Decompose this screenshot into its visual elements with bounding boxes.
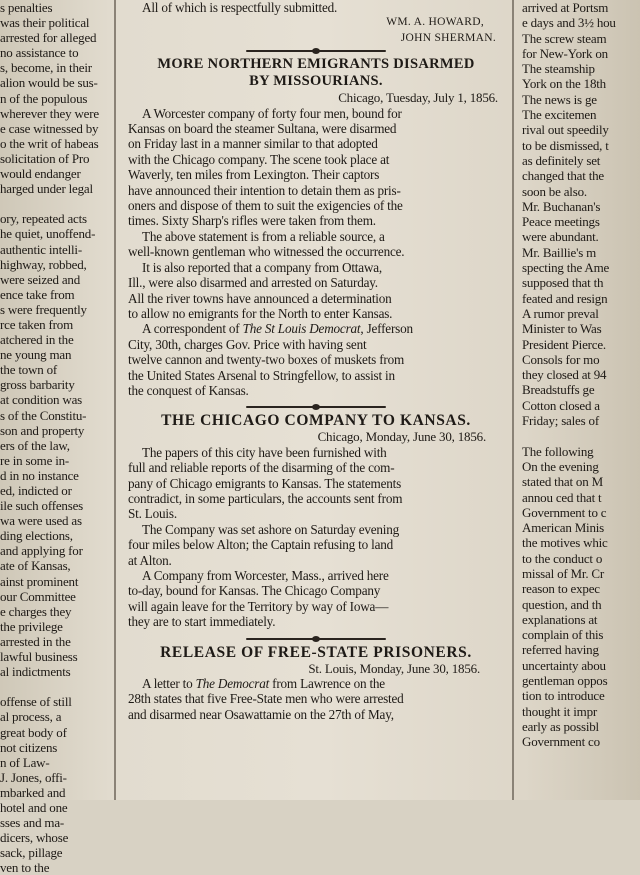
text-line: offense of still xyxy=(0,694,72,710)
text-line: gross barbarity xyxy=(0,377,75,393)
text-line: President Pierce. xyxy=(522,336,606,352)
text-line: ed, indicted or xyxy=(0,483,72,498)
text-line: at Alton. xyxy=(128,552,172,568)
text-line: al indictments xyxy=(0,664,71,680)
text-line: The screw steam xyxy=(522,30,607,46)
text-line: e case witnessed by xyxy=(0,120,99,136)
letter-origin: from Lawrence on the xyxy=(269,676,385,692)
text-line: Breadstuffs ge xyxy=(522,382,595,398)
text-line: authentic intelli- xyxy=(0,241,82,257)
text-line: thought it impr xyxy=(522,703,598,719)
text-line: ence take from xyxy=(0,286,75,302)
text-line: n of Law- xyxy=(0,754,50,770)
text-line: on Friday last in a manner similar to that adopted xyxy=(128,136,378,152)
correspondent-text: A correspondent of xyxy=(142,321,243,337)
text-line: the United States Arsenal to Stringfellow, to assist in xyxy=(128,367,395,383)
text-line: ers of the law, xyxy=(0,437,70,453)
text-line: reason to expec xyxy=(522,581,600,597)
paragraph-ottawa-company xyxy=(128,260,504,322)
center-column xyxy=(128,0,504,800)
text-line: Waverly, ten miles from Lexington. Their captors xyxy=(128,167,380,183)
text-line: re in some in- xyxy=(0,452,70,468)
article-divider xyxy=(128,46,504,56)
text-line: no assistance to xyxy=(0,45,79,61)
text-line: were abundant. xyxy=(522,229,599,245)
text-line: at condition was xyxy=(0,392,83,408)
text-line: wherever they were xyxy=(0,105,99,121)
text-line: American Minis xyxy=(522,520,605,536)
text-line: s were frequently xyxy=(0,301,87,317)
text-line: St. Louis. xyxy=(128,506,177,522)
correspondent-location: , Jefferson xyxy=(360,321,413,337)
text-line: 28th states that five Free-State men who were arrested xyxy=(128,691,404,707)
letter-text: A letter to xyxy=(142,676,196,692)
text-line: alion would be sus- xyxy=(0,75,98,91)
text-line: The above statement is from a reliable source, a xyxy=(142,228,385,244)
text-line: Ill., were also disarmed and arrested on Saturday. xyxy=(128,275,378,291)
text-line: The news is ge xyxy=(522,91,597,107)
paragraph-correspondent-lead xyxy=(128,321,504,336)
report-closing: All of which is respectfully submitted. xyxy=(142,0,338,15)
text-line: missal of Mr. Cr xyxy=(522,565,605,581)
text-line: well-known gentleman who witnessed the occurrence. xyxy=(128,244,405,260)
text-line: early as possibl xyxy=(522,718,599,734)
text-line: al process, a xyxy=(0,709,62,725)
headline-northern-emigrants: MORE NORTHERN EMIGRANTS DISARMED xyxy=(157,56,475,73)
dateline-chicago-july-1: Chicago, Tuesday, July 1, 1856. xyxy=(338,90,498,106)
dateline-st-louis-june-30: St. Louis, Monday, June 30, 1856. xyxy=(308,660,480,676)
article-divider xyxy=(128,402,504,412)
text-line: changed that the xyxy=(522,168,604,184)
paragraph-letter-lead xyxy=(128,676,504,691)
text-line: hotel and one xyxy=(0,799,68,815)
text-line xyxy=(522,428,640,443)
text-line: ne young man xyxy=(0,347,72,363)
article-divider xyxy=(128,634,504,644)
text-line: four miles below Alton; the Captain refusing to land xyxy=(128,537,394,553)
text-line: arrested in the xyxy=(0,633,71,649)
text-line: twelve cannon and twenty-two boxes of muskets from xyxy=(128,352,405,368)
paragraph-papers-of-city xyxy=(128,445,504,522)
text-line: The Company was set ashore on Saturday evening xyxy=(142,521,400,537)
text-line: the motives whic xyxy=(522,535,608,551)
text-line: The excitemen xyxy=(522,107,597,123)
text-line: wa were used as xyxy=(0,513,82,529)
text-line: not citizens xyxy=(0,739,58,755)
text-line: Consols for mo xyxy=(522,351,600,367)
text-line: York on the 18th xyxy=(522,76,606,92)
paragraph-above-statement xyxy=(128,229,504,260)
text-line: Government co xyxy=(522,734,600,750)
signatory-sherman: JOHN SHERMAN. xyxy=(400,31,496,44)
text-line: uncertainty abou xyxy=(522,657,606,673)
text-line: On the evening xyxy=(522,458,599,474)
text-line: Kansas on board the steamer Sultana, were disarmed xyxy=(128,121,397,137)
text-line: ding elections, xyxy=(0,528,73,544)
text-line: ven to the xyxy=(0,860,50,875)
text-line: A Worcester company of forty four men, bound for xyxy=(142,105,402,121)
headline-free-state-prisoners: RELEASE OF FREE-STATE PRISONERS. xyxy=(160,643,472,661)
text-line: feated and resign xyxy=(522,290,608,306)
text-line: dicers, whose xyxy=(0,830,69,846)
text-line: to-day, bound for Kansas. The Chicago Company xyxy=(128,583,381,599)
paragraph-worcester-mass xyxy=(128,568,504,630)
text-line: gentleman oppos xyxy=(522,673,608,689)
text-line: were seized and xyxy=(0,271,81,287)
text-line: ainst prominent xyxy=(0,573,79,589)
text-line xyxy=(0,679,106,694)
article-chicago-company xyxy=(128,412,504,629)
text-line: Peace meetings xyxy=(522,214,600,230)
column-rule-right xyxy=(512,0,514,800)
text-line: arrived at Portsm xyxy=(522,0,609,15)
signatory-howard: WM. A. HOWARD, xyxy=(386,16,484,29)
newspaper-name-st-louis-democrat: The St Louis Democrat xyxy=(242,321,361,337)
report-signoff xyxy=(128,0,504,46)
text-line: the town of xyxy=(0,362,58,378)
text-line: they closed at 94 xyxy=(522,367,607,383)
article-free-state-prisoners xyxy=(128,644,504,723)
text-line: Government to c xyxy=(522,504,607,520)
text-line: The steamship xyxy=(522,61,595,77)
text-line: The following xyxy=(522,443,594,459)
text-line: complain of this xyxy=(522,627,604,643)
text-line: City, 30th, charges Gov. Price with having sent xyxy=(128,336,367,352)
text-line: Mr. Buchanan's xyxy=(522,198,601,214)
text-line: A Company from Worcester, Mass., arrived here xyxy=(142,568,389,583)
text-line: n of the populous xyxy=(0,90,88,106)
right-column-fragment xyxy=(522,0,640,800)
text-line: and applying for xyxy=(0,543,83,559)
article-northern-emigrants xyxy=(128,56,504,398)
text-line: stated that on M xyxy=(522,474,603,490)
text-line: d in no instance xyxy=(0,467,79,483)
text-line: to be dismissed, t xyxy=(522,137,609,153)
text-line: have announced their intention to detain them as pris- xyxy=(128,182,401,198)
text-line: atchered in the xyxy=(0,332,74,348)
text-line: A rumor preval xyxy=(522,305,599,321)
text-line: rival out speedily xyxy=(522,122,609,138)
headline-chicago-company: THE CHICAGO COMPANY TO KANSAS. xyxy=(161,412,471,430)
text-line: to allow no emigrants for the North to enter Kansas. xyxy=(128,305,393,321)
text-line: mbarked and xyxy=(0,784,66,800)
text-line: was their political xyxy=(0,15,90,31)
text-line: arrested for alleged xyxy=(0,30,97,46)
text-line: Mr. Baillie's m xyxy=(522,244,597,260)
text-line: e charges they xyxy=(0,603,72,619)
text-line: s of the Constitu- xyxy=(0,407,87,423)
paragraph-correspondent xyxy=(128,337,504,399)
text-line: explanations at xyxy=(522,611,598,627)
text-line: times. Sixty Sharp's rifles were taken from them. xyxy=(128,213,376,229)
text-line: Cotton closed a xyxy=(522,397,600,413)
text-line: ile such offenses xyxy=(0,498,84,514)
text-line: the privilege xyxy=(0,618,63,634)
text-line: and disarmed near Osawattamie on the 27th of May, xyxy=(128,706,394,722)
paragraph-worcester-company xyxy=(128,106,504,229)
text-line: lawful business xyxy=(0,649,78,665)
column-rule-left xyxy=(114,0,116,800)
text-line: Minister to Was xyxy=(522,321,602,337)
text-line: sack, pillage xyxy=(0,845,63,861)
text-line: to the conduct o xyxy=(522,550,603,566)
text-line: J. Jones, offi- xyxy=(0,769,67,785)
text-line: annou ced that t xyxy=(522,489,602,505)
text-line: All the river towns have announced a determination xyxy=(128,290,392,306)
text-line: question, and th xyxy=(522,596,602,612)
text-line: s, become, in their xyxy=(0,60,92,76)
text-line: would endanger xyxy=(0,166,81,182)
text-line: The papers of this city have been furnished with xyxy=(142,444,387,460)
text-line: rce taken from xyxy=(0,316,73,332)
text-line: son and property xyxy=(0,422,85,438)
newspaper-name-democrat: The Democrat xyxy=(195,676,270,692)
left-column-fragment xyxy=(0,0,106,875)
text-line: referred having xyxy=(522,642,599,658)
text-line: highway, robbed, xyxy=(0,256,87,272)
text-line: tion to introduce xyxy=(522,688,605,704)
text-line: they are to start immediately. xyxy=(128,614,276,630)
text-line: specting the Ame xyxy=(522,260,610,276)
text-line: full and reliable reports of the disarming of the com- xyxy=(128,460,395,476)
text-line: sses and ma- xyxy=(0,815,65,831)
paragraph-letter xyxy=(128,691,504,722)
text-line: soon be also. xyxy=(522,183,587,199)
text-line: pany of Chicago emigrants to Kansas. The statements xyxy=(128,475,402,491)
text-line: harged under legal xyxy=(0,181,93,197)
text-line: solicitation of Pro xyxy=(0,150,90,166)
text-line: the conquest of Kansas. xyxy=(128,382,249,398)
text-line: ory, repeated acts xyxy=(0,211,87,227)
text-line: our Committee xyxy=(0,588,76,604)
text-line: will again leave for the Territory by way of Iowa— xyxy=(128,598,389,614)
text-line: It is also reported that a company from Ottawa, xyxy=(142,259,382,275)
text-line: with the Chicago company. The scene took place at xyxy=(128,151,390,167)
headline-by-missourians: BY MISSOURIANS. xyxy=(249,73,383,90)
text-line: contradict, in some particulars, the accounts sent from xyxy=(128,490,403,506)
text-line: ate of Kansas, xyxy=(0,558,71,574)
text-line: for New-York on xyxy=(522,45,608,61)
text-line: s penalties xyxy=(0,0,53,15)
paragraph-set-ashore xyxy=(128,522,504,568)
text-line: he quiet, unoffend- xyxy=(0,226,96,242)
text-line: as definitely set xyxy=(522,152,601,168)
text-line: e days and 3½ hou xyxy=(522,15,616,31)
text-line: o the writ of habeas xyxy=(0,135,99,151)
text-line xyxy=(0,196,106,211)
text-line: supposed that th xyxy=(522,275,604,291)
text-line: oners and dispose of them to suit the exigencies of the xyxy=(128,198,403,214)
dateline-chicago-june-30: Chicago, Monday, June 30, 1856. xyxy=(317,429,486,445)
text-line: great body of xyxy=(0,724,67,740)
text-line: Friday; sales of xyxy=(522,413,599,429)
